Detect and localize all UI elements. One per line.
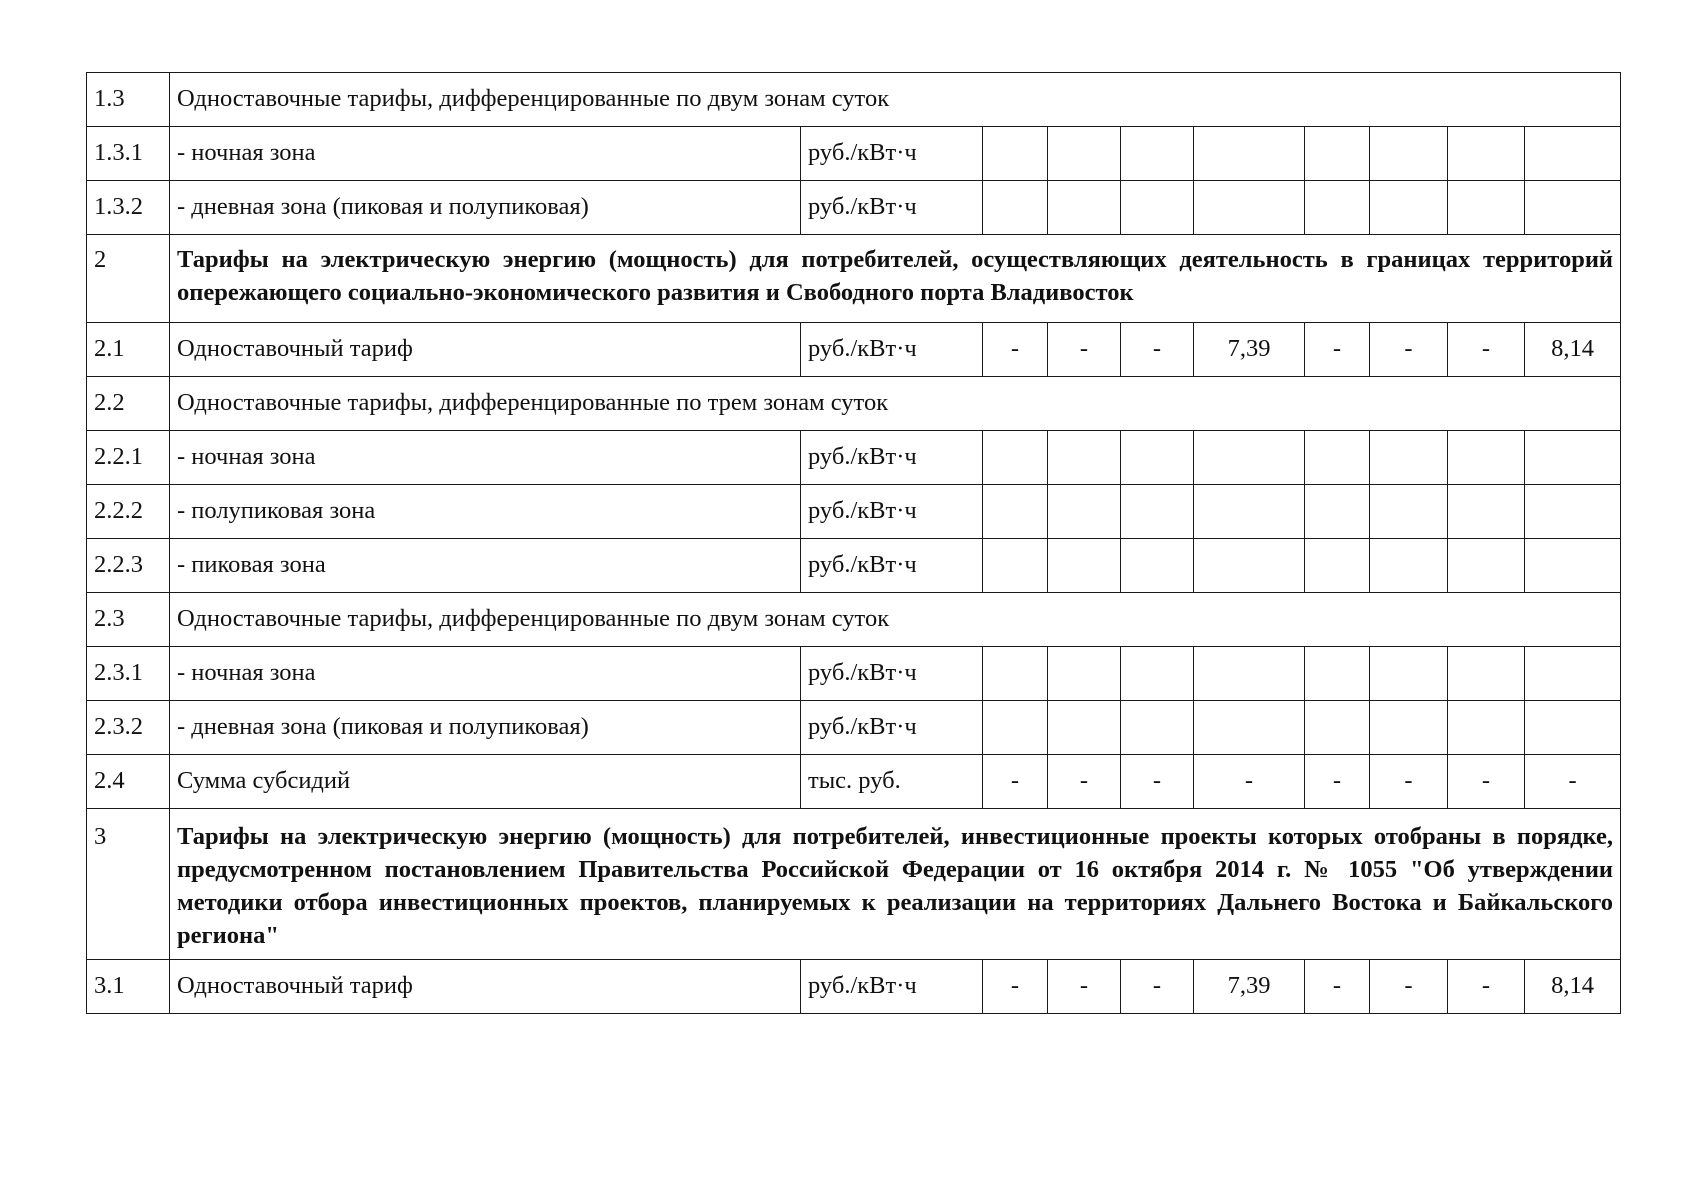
value-cell [1370,701,1448,755]
value-cell [1194,127,1305,181]
table-row-section [87,377,1621,431]
table-row [87,127,1621,181]
value-cell: - [1305,960,1370,1014]
section-title: Одноставочные тарифы, дифференцированные по трем зонам суток [170,377,1621,431]
value-cell [1121,539,1194,593]
table-row-section [87,73,1621,127]
table-row-section [87,593,1621,647]
value-cell [983,539,1048,593]
row-number: 2.2 [87,377,170,431]
table-row [87,431,1621,485]
value-cell [1121,647,1194,701]
row-number: 2.2.2 [87,485,170,539]
row-unit: тыс. руб. [801,755,983,809]
heading-title: Тарифы на электрическую энергию (мощность) для потребителей, инвестиционные проекты которых отобраны в порядке, предусмотренном постановлением Правительства Российской Федерации от 16 октября 2014 г. № 1055 "Об утверждении методики отбора инвестиционных проектов, планируемых к реализации на территориях Дальнего Востока и Байкальского региона" [170,809,1621,960]
row-unit: руб./кВт·ч [801,431,983,485]
value-cell: - [1370,323,1448,377]
value-cell: - [1525,755,1621,809]
value-cell [1121,181,1194,235]
row-unit: руб./кВт·ч [801,323,983,377]
value-cell: - [1448,755,1525,809]
table-row [87,960,1621,1014]
row-number: 2.3 [87,593,170,647]
value-cell: 8,14 [1525,323,1621,377]
value-cell [1048,127,1121,181]
value-cell: 8,14 [1525,960,1621,1014]
value-cell: - [1305,323,1370,377]
row-label: - ночная зона [170,647,801,701]
value-cell: - [1448,323,1525,377]
table-row [87,647,1621,701]
value-cell [1525,647,1621,701]
row-unit: руб./кВт·ч [801,485,983,539]
value-cell [1370,485,1448,539]
row-unit: руб./кВт·ч [801,127,983,181]
value-cell [1121,127,1194,181]
value-cell [1048,485,1121,539]
row-label: - дневная зона (пиковая и полупиковая) [170,701,801,755]
value-cell [1370,181,1448,235]
value-cell [1305,181,1370,235]
value-cell: - [983,960,1048,1014]
value-cell [1448,647,1525,701]
value-cell [1525,181,1621,235]
row-number: 1.3.2 [87,181,170,235]
row-number: 3.1 [87,960,170,1014]
row-label: Одноставочный тариф [170,960,801,1014]
table-row [87,755,1621,809]
row-unit: руб./кВт·ч [801,647,983,701]
row-label: Одноставочный тариф [170,323,801,377]
row-label: Сумма субсидий [170,755,801,809]
value-cell [1370,127,1448,181]
row-unit: руб./кВт·ч [801,539,983,593]
value-cell [983,127,1048,181]
value-cell: 7,39 [1194,323,1305,377]
value-cell [983,701,1048,755]
value-cell: - [1048,323,1121,377]
value-cell: - [1370,960,1448,1014]
section-title: Одноставочные тарифы, дифференцированные по двум зонам суток [170,593,1621,647]
value-cell [1525,485,1621,539]
value-cell: - [1048,755,1121,809]
row-number: 2.3.2 [87,701,170,755]
value-cell [983,431,1048,485]
row-unit: руб./кВт·ч [801,181,983,235]
row-number: 2 [87,235,170,323]
value-cell [1448,181,1525,235]
value-cell [1121,701,1194,755]
row-number: 2.2.3 [87,539,170,593]
row-number: 2.4 [87,755,170,809]
value-cell [1305,431,1370,485]
value-cell [983,181,1048,235]
table-row [87,539,1621,593]
value-cell [1370,539,1448,593]
row-number: 3 [87,809,170,960]
value-cell [1525,431,1621,485]
value-cell [1525,701,1621,755]
row-number: 2.1 [87,323,170,377]
value-cell [1305,127,1370,181]
value-cell [983,485,1048,539]
row-number: 2.2.1 [87,431,170,485]
section-title: Одноставочные тарифы, дифференцированные по двум зонам суток [170,73,1621,127]
row-number: 1.3.1 [87,127,170,181]
value-cell [1048,701,1121,755]
row-unit: руб./кВт·ч [801,960,983,1014]
value-cell: - [1194,755,1305,809]
row-label: - полупиковая зона [170,485,801,539]
table-row [87,181,1621,235]
value-cell [1305,539,1370,593]
value-cell [1121,485,1194,539]
value-cell [1194,701,1305,755]
value-cell [1194,539,1305,593]
value-cell [1305,647,1370,701]
value-cell: - [1048,960,1121,1014]
table-row [87,701,1621,755]
value-cell: 7,39 [1194,960,1305,1014]
value-cell [1525,539,1621,593]
value-cell [1194,647,1305,701]
value-cell [1048,539,1121,593]
value-cell [1448,485,1525,539]
value-cell [1448,539,1525,593]
value-cell [1370,647,1448,701]
row-number: 2.3.1 [87,647,170,701]
heading-title: Тарифы на электрическую энергию (мощность) для потребителей, осуществляющих деятельность в границах территорий опережающего социально-экономического развития и Свободного порта Владивосток [170,235,1621,323]
value-cell: - [1305,755,1370,809]
table-row-heading [87,809,1621,960]
row-label: - ночная зона [170,431,801,485]
row-number: 1.3 [87,73,170,127]
row-label: - дневная зона (пиковая и полупиковая) [170,181,801,235]
value-cell: - [1121,960,1194,1014]
value-cell [1370,431,1448,485]
value-cell [1448,127,1525,181]
row-unit: руб./кВт·ч [801,701,983,755]
value-cell: - [1448,960,1525,1014]
value-cell: - [1121,755,1194,809]
tariff-table [86,72,1621,1014]
table-row [87,323,1621,377]
row-label: - пиковая зона [170,539,801,593]
value-cell [1048,431,1121,485]
value-cell: - [1121,323,1194,377]
value-cell: - [983,323,1048,377]
value-cell [1194,431,1305,485]
table-row [87,485,1621,539]
value-cell [1305,701,1370,755]
value-cell [1048,181,1121,235]
value-cell [983,647,1048,701]
value-cell [1448,701,1525,755]
value-cell [1305,485,1370,539]
value-cell [1048,647,1121,701]
value-cell [1194,181,1305,235]
value-cell [1121,431,1194,485]
row-label: - ночная зона [170,127,801,181]
value-cell [1448,431,1525,485]
value-cell: - [1370,755,1448,809]
value-cell [1525,127,1621,181]
value-cell: - [983,755,1048,809]
table-row-heading [87,235,1621,323]
value-cell [1194,485,1305,539]
